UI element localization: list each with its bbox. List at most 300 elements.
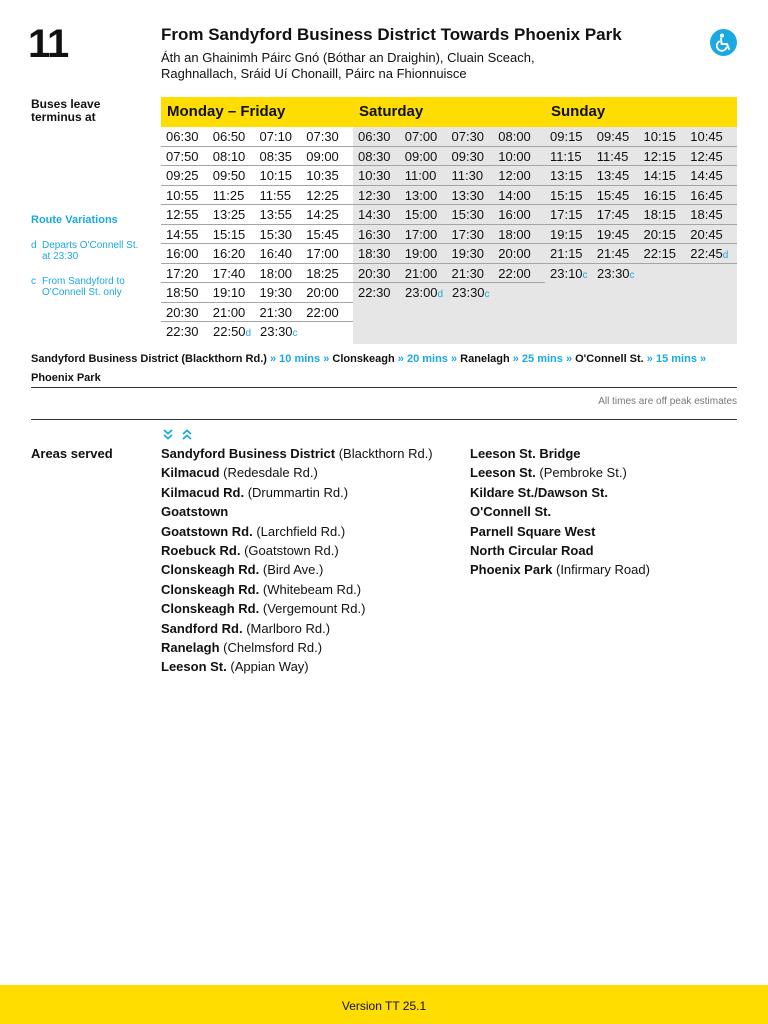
time-value: 22:45	[690, 246, 723, 261]
terminus-label: Buses leave terminus at	[31, 97, 101, 124]
departure-time	[358, 225, 405, 244]
table-row	[161, 147, 353, 167]
time-value: 13:55	[259, 207, 293, 222]
time-value: 16:20	[212, 246, 246, 261]
route-variations-title: Route Variations	[31, 214, 118, 226]
time-value: 14:55	[166, 226, 199, 242]
time-value: 14:25	[306, 207, 339, 222]
journey-stop: Sandyford Business District (Blackthorn Rd.)	[31, 353, 267, 365]
time-value: 21:30	[451, 265, 485, 281]
departure-time	[498, 225, 545, 244]
variation-marker: d	[722, 250, 729, 261]
variation-text: Departs O'Connell St. at 23:30	[42, 240, 139, 262]
journey-stop: O'Connell St.	[575, 353, 644, 365]
departure-time	[405, 147, 452, 166]
table-row	[161, 244, 353, 264]
table-row	[545, 166, 737, 186]
departure-time	[498, 127, 545, 146]
departure-time	[644, 186, 691, 205]
time-value: 06:30	[166, 129, 199, 144]
time-value: 06:50	[212, 129, 246, 144]
area-name: Kilmacud	[161, 465, 220, 481]
departure-time	[498, 205, 545, 224]
departure-time	[260, 264, 307, 283]
time-value: 10:15	[259, 168, 293, 183]
departure-time	[260, 147, 307, 166]
departure-time	[358, 166, 405, 185]
table-row	[161, 264, 353, 284]
time-value: 15:30	[259, 226, 293, 242]
area-name: Leeson St.	[161, 659, 227, 675]
departure-time	[306, 127, 353, 146]
time-value: 13:45	[596, 168, 630, 183]
area-name: Kilmacud Rd.	[161, 484, 245, 500]
departure-time	[166, 264, 213, 283]
departure-time	[260, 303, 307, 322]
departure-time	[213, 147, 260, 166]
area-name: Leeson St. Bridge	[470, 446, 581, 461]
area-detail: (Drummartin Rd.)	[244, 484, 349, 500]
departure-time	[644, 225, 691, 244]
time-value: 21:30	[259, 304, 293, 320]
time-value: 19:00	[404, 246, 438, 261]
time-value: 09:00	[404, 148, 438, 164]
journey-stop: Phoenix Park	[31, 372, 101, 384]
list-item	[161, 657, 433, 676]
variation-code: d	[31, 240, 37, 251]
wheelchair-icon	[710, 29, 737, 56]
time-value: 23:10	[550, 265, 583, 281]
table-row	[161, 303, 353, 323]
route-variation-c	[31, 276, 146, 298]
departure-time	[358, 186, 405, 205]
departure-time	[690, 225, 737, 244]
time-value: 10:55	[166, 187, 199, 203]
time-value: 12:55	[166, 207, 199, 222]
route-variation-d	[31, 240, 146, 262]
journey-stop: Ranelagh	[460, 353, 510, 365]
time-value: 16:00	[166, 246, 199, 261]
table-row	[353, 225, 545, 245]
departure-time	[644, 127, 691, 146]
variation-marker: c	[582, 269, 588, 281]
time-value: 11:45	[596, 148, 629, 164]
area-name: Leeson St.	[470, 465, 536, 481]
departure-time	[166, 147, 213, 166]
area-name: North Circular Road	[470, 543, 594, 559]
departure-time	[166, 127, 213, 146]
time-value: 19:30	[259, 285, 293, 300]
departure-time	[690, 147, 737, 166]
departure-time	[690, 205, 737, 224]
time-value: 18:50	[166, 285, 199, 300]
time-value: 13:00	[404, 187, 438, 203]
time-value: 12:45	[690, 148, 723, 164]
off-peak-note: All times are off peak estimates	[598, 396, 737, 407]
departure-time	[550, 186, 597, 205]
time-value: 10:45	[690, 129, 723, 144]
time-value: 08:35	[259, 148, 293, 164]
departure-time	[213, 127, 260, 146]
table-row	[545, 147, 737, 167]
departure-time	[306, 225, 353, 244]
area-name: Phoenix Park	[470, 562, 553, 578]
departure-time	[166, 322, 213, 342]
time-value: 11:25	[212, 187, 245, 203]
departure-time	[213, 186, 260, 205]
departure-time	[405, 186, 452, 205]
departure-time	[498, 244, 545, 263]
time-value: 17:40	[212, 265, 246, 281]
time-value: 10:35	[306, 168, 339, 183]
time-value: 10:00	[498, 148, 531, 164]
list-item	[161, 599, 433, 618]
time-value: 23:30	[452, 285, 485, 300]
list-item	[470, 502, 650, 521]
journey-duration: » 10 mins »	[266, 353, 333, 365]
departure-time	[690, 166, 737, 185]
time-value: 15:45	[596, 187, 630, 203]
departure-time	[213, 244, 260, 263]
time-value: 21:00	[404, 265, 438, 281]
list-item	[161, 463, 433, 482]
variation-text: From Sandyford to O'Connell St. only	[42, 276, 125, 298]
day-header: Saturday	[353, 97, 545, 127]
table-row	[161, 127, 353, 147]
departure-time	[166, 225, 213, 244]
list-item	[161, 638, 433, 657]
time-value: 15:15	[550, 187, 583, 203]
departure-time	[405, 244, 452, 263]
route-number: 11	[28, 22, 69, 66]
area-name: O'Connell St.	[470, 504, 552, 520]
area-name: Clonskeagh Rd.	[161, 581, 260, 597]
table-row	[161, 186, 353, 206]
time-value: 19:45	[596, 226, 630, 242]
departure-time	[260, 283, 307, 302]
time-value: 18:30	[358, 246, 391, 261]
departure-time	[260, 127, 307, 146]
departure-time	[452, 147, 499, 166]
day-header: Sunday	[545, 97, 737, 127]
area-detail: (Chelmsford Rd.)	[219, 640, 323, 656]
departure-time	[213, 225, 260, 244]
departure-time	[498, 264, 545, 283]
table-row	[353, 264, 545, 284]
time-value: 21:45	[596, 246, 630, 261]
departure-time	[597, 244, 644, 263]
area-detail: (Blackthorn Rd.)	[335, 446, 433, 461]
table-row	[353, 205, 545, 225]
departure-time	[213, 166, 260, 185]
irish-subtitle: Áth an Ghainimh Páirc Gnó (Bóthar an Draighin), Cluain Sceach, Raghnallach, Sráid Uí Chonaill, Páirc na Fhionnuisce	[161, 50, 535, 81]
departure-time	[358, 147, 405, 166]
departure-time	[166, 166, 213, 185]
table-row	[353, 166, 545, 186]
time-value: 08:10	[212, 148, 246, 164]
time-value: 22:00	[306, 304, 339, 320]
departure-time	[166, 244, 213, 263]
area-detail: (Larchfield Rd.)	[252, 523, 346, 539]
areas-list-left	[161, 444, 433, 677]
area-detail: (Marlboro Rd.)	[242, 620, 331, 636]
timetable-saturday	[353, 97, 545, 344]
departure-time	[690, 127, 737, 146]
departure-time	[550, 166, 597, 185]
table-row	[353, 244, 545, 264]
time-value: 23:00	[405, 285, 438, 300]
area-detail: (Vergemount Rd.)	[259, 601, 366, 617]
table-row	[545, 244, 737, 264]
timetable-monday-friday	[161, 97, 353, 344]
list-item	[161, 560, 433, 579]
time-value: 18:00	[498, 226, 531, 242]
time-value: 22:30	[166, 324, 199, 339]
departure-time	[166, 303, 213, 322]
list-item	[161, 580, 433, 599]
time-value: 19:10	[212, 285, 246, 300]
departure-time	[260, 205, 307, 224]
time-value: 18:00	[259, 265, 293, 281]
time-value: 12:25	[306, 187, 339, 203]
departure-time	[166, 283, 213, 302]
time-value: 20:30	[358, 265, 391, 281]
departure-time	[498, 166, 545, 185]
departure-time	[498, 147, 545, 166]
table-row	[353, 127, 545, 147]
departure-time	[260, 322, 307, 342]
variation-marker: c	[629, 269, 635, 281]
departure-time	[405, 205, 452, 224]
time-value: 11:00	[404, 168, 437, 183]
departure-time	[597, 225, 644, 244]
time-value: 07:10	[259, 129, 293, 144]
time-value: 16:40	[259, 246, 293, 261]
area-detail: (Infirmary Road)	[552, 562, 650, 578]
departure-time	[597, 205, 644, 224]
table-row	[545, 186, 737, 206]
list-item	[161, 522, 433, 541]
direction-arrows-icon	[163, 428, 193, 440]
day-header: Monday – Friday	[161, 97, 353, 127]
time-value: 17:20	[166, 265, 199, 281]
area-name: Clonskeagh Rd.	[161, 601, 260, 617]
area-detail: (Pembroke St.)	[535, 465, 627, 481]
time-value: 11:30	[451, 168, 484, 183]
journey-stop: Clonskeagh	[332, 353, 395, 365]
time-value: 16:15	[643, 187, 677, 203]
time-value: 20:00	[306, 285, 339, 300]
area-name: Goatstown Rd.	[161, 523, 253, 539]
time-value: 18:25	[306, 265, 339, 281]
time-value: 23:30	[597, 265, 630, 281]
time-value: 09:15	[550, 129, 583, 144]
departure-time	[690, 244, 737, 263]
time-value: 22:50	[213, 324, 246, 339]
time-value: 12:30	[358, 187, 391, 203]
timetable-sunday	[545, 97, 737, 344]
time-value: 18:15	[643, 207, 677, 222]
time-value: 15:30	[451, 207, 485, 222]
list-item	[470, 483, 650, 502]
departure-time	[452, 283, 499, 303]
time-value: 07:50	[166, 148, 199, 164]
departure-time	[644, 166, 691, 185]
departure-time	[644, 147, 691, 166]
table-row	[545, 264, 737, 284]
time-value: 16:45	[690, 187, 723, 203]
departure-time	[597, 127, 644, 146]
time-value: 09:00	[306, 148, 339, 164]
time-value: 17:30	[451, 226, 485, 242]
departure-time	[306, 283, 353, 302]
time-value: 15:00	[404, 207, 438, 222]
time-value: 06:30	[358, 129, 391, 144]
departure-time	[166, 205, 213, 224]
time-value: 07:30	[451, 129, 485, 144]
departure-time	[405, 166, 452, 185]
areas-served-label: Areas served	[31, 446, 113, 461]
departure-time	[213, 205, 260, 224]
list-item	[161, 541, 433, 560]
list-item	[470, 444, 650, 463]
time-value: 21:15	[550, 246, 583, 261]
area-detail: (Redesdale Rd.)	[219, 465, 318, 481]
table-row	[545, 127, 737, 147]
time-value: 14:30	[358, 207, 391, 222]
area-name: Kildare St./Dawson St.	[470, 484, 608, 500]
variation-marker: c	[484, 289, 490, 300]
departure-time	[306, 264, 353, 283]
time-value: 20:45	[690, 226, 723, 242]
variation-code: c	[31, 276, 36, 287]
time-value: 08:00	[498, 129, 531, 144]
area-detail: (Bird Ave.)	[259, 562, 324, 578]
variation-marker: d	[437, 289, 444, 300]
departure-time	[213, 283, 260, 302]
time-value: 07:00	[404, 129, 438, 144]
time-value: 08:30	[358, 148, 391, 164]
footer-bar	[0, 985, 768, 1024]
list-item	[161, 444, 433, 463]
time-value: 11:55	[259, 187, 292, 203]
area-detail: (Appian Way)	[226, 659, 309, 675]
table-row	[545, 225, 737, 245]
timetable-body	[545, 127, 737, 344]
list-item	[161, 619, 433, 638]
time-value: 20:30	[166, 304, 199, 320]
departure-time	[452, 166, 499, 185]
departure-time	[213, 322, 260, 342]
list-item	[161, 483, 433, 502]
departure-time	[306, 147, 353, 166]
area-name: Parnell Square West	[470, 523, 596, 539]
timetable-body	[161, 127, 353, 344]
departure-time	[358, 244, 405, 263]
journey-duration: » 25 mins »	[509, 353, 576, 365]
departure-time	[452, 205, 499, 224]
departure-time	[166, 186, 213, 205]
list-item	[470, 463, 650, 482]
time-value: 23:30	[260, 324, 293, 339]
departure-time	[306, 244, 353, 263]
departure-time	[405, 283, 452, 303]
area-name: Roebuck Rd.	[161, 543, 241, 559]
time-value: 20:15	[643, 226, 677, 242]
time-value: 17:00	[306, 246, 339, 261]
time-value: 19:15	[550, 226, 583, 242]
time-value: 17:45	[596, 207, 630, 222]
departure-time	[550, 225, 597, 244]
departure-time	[452, 127, 499, 146]
departure-time	[550, 264, 597, 284]
divider	[31, 387, 737, 388]
area-detail: (Whitebeam Rd.)	[259, 581, 362, 597]
departure-time	[597, 186, 644, 205]
departure-time	[644, 244, 691, 263]
area-name: Clonskeagh Rd.	[161, 562, 260, 578]
time-value: 09:25	[166, 168, 199, 183]
time-value: 14:45	[690, 168, 723, 183]
time-value: 13:15	[550, 168, 583, 183]
time-value: 15:15	[212, 226, 246, 242]
time-value: 22:15	[643, 246, 677, 261]
list-item	[161, 502, 433, 521]
table-row	[353, 186, 545, 206]
table-row	[545, 205, 737, 225]
departure-time	[452, 244, 499, 263]
areas-list-right	[470, 444, 650, 580]
time-value: 22:30	[358, 285, 391, 300]
time-value: 12:15	[643, 148, 677, 164]
time-value: 19:30	[451, 246, 485, 261]
time-value: 16:00	[498, 207, 531, 222]
departure-time	[358, 127, 405, 146]
departure-time	[550, 147, 597, 166]
area-detail: (Goatstown Rd.)	[240, 543, 339, 559]
list-item	[470, 541, 650, 560]
departure-time	[213, 264, 260, 283]
departure-time	[644, 205, 691, 224]
variation-marker: c	[292, 328, 298, 339]
time-value: 17:15	[550, 207, 583, 222]
time-value: 17:00	[404, 226, 438, 242]
departure-time	[597, 264, 644, 284]
departure-time	[550, 244, 597, 263]
departure-time	[260, 186, 307, 205]
departure-time	[306, 186, 353, 205]
departure-time	[498, 186, 545, 205]
departure-time	[405, 225, 452, 244]
journey-times	[31, 350, 737, 388]
time-value: 09:45	[596, 129, 630, 144]
departure-time	[358, 205, 405, 224]
time-value: 10:30	[358, 168, 391, 183]
departure-time	[452, 186, 499, 205]
departure-time	[452, 225, 499, 244]
departure-time	[405, 264, 452, 283]
version-label: Version TT 25.1	[341, 999, 427, 1013]
time-value: 07:30	[306, 129, 339, 144]
timetable-body	[353, 127, 545, 344]
area-name: Sandford Rd.	[161, 620, 243, 636]
table-row	[161, 322, 353, 342]
departure-time	[597, 166, 644, 185]
area-name: Ranelagh	[161, 640, 220, 656]
table-row	[161, 225, 353, 245]
departure-time	[358, 283, 405, 303]
departure-time	[550, 205, 597, 224]
